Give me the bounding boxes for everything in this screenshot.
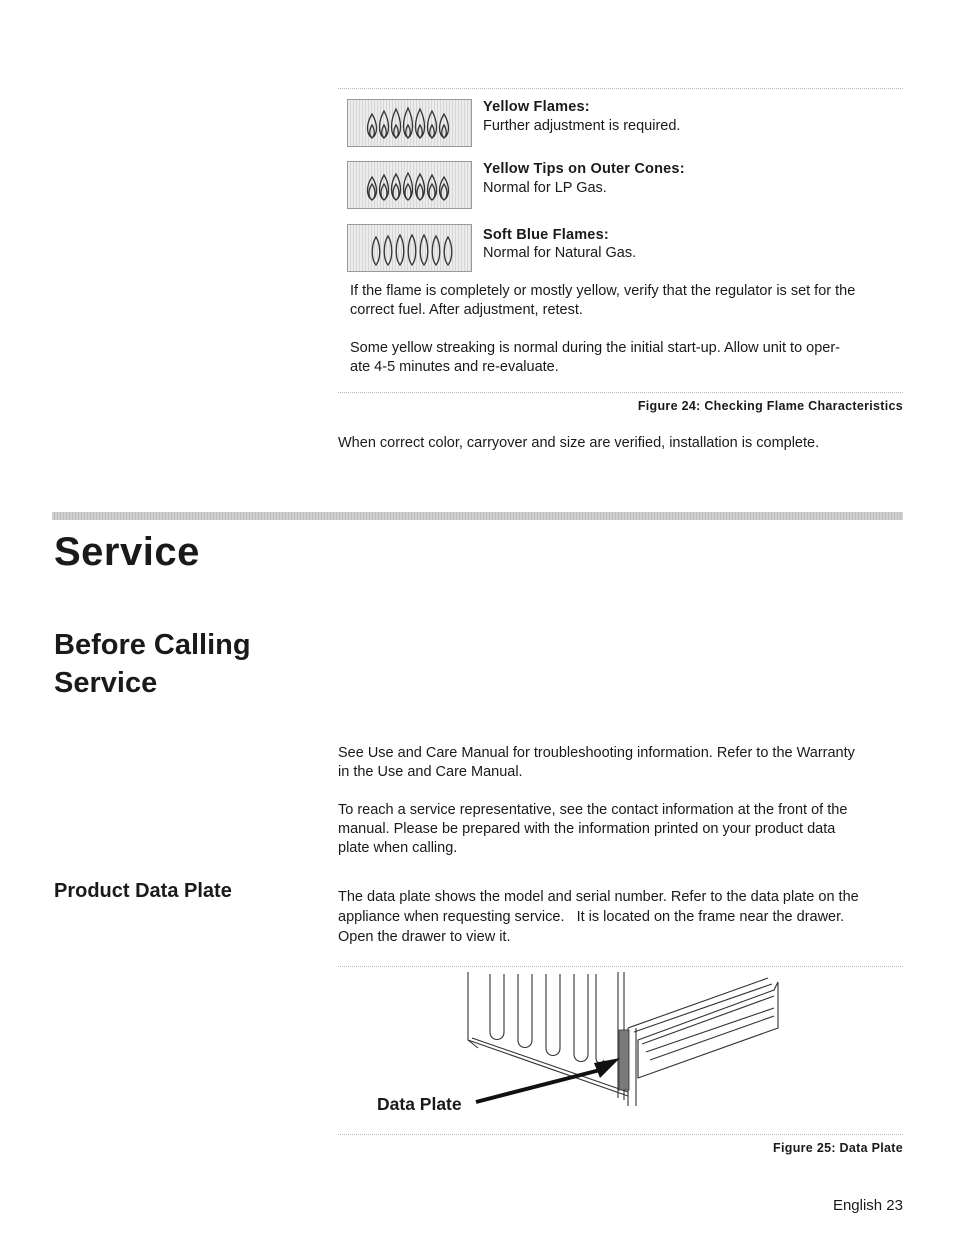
flame-title: Yellow Tips on Outer Cones: bbox=[483, 161, 685, 177]
section-divider-band bbox=[52, 512, 903, 520]
text-line: ate 4-5 minutes and re-evaluate. bbox=[350, 359, 559, 375]
text-line: Some yellow streaking is normal during the initial start-up. Allow unit to oper- bbox=[350, 340, 841, 356]
text-line: If the flame is completely or mostly yellow, verify that the regulator is set for the bbox=[350, 283, 856, 299]
text-line: correct fuel. After adjustment, retest. bbox=[350, 302, 583, 318]
flame-paragraph-2 bbox=[350, 339, 840, 377]
figure-24-top-rule bbox=[338, 88, 903, 89]
text-line: plate when calling. bbox=[338, 840, 458, 856]
page-footer: English 23 bbox=[832, 1197, 903, 1214]
flame-row-yellow-tips bbox=[347, 161, 903, 211]
yellow-flames-icon bbox=[347, 99, 472, 147]
data-plate-label: Data Plate bbox=[377, 1094, 462, 1114]
section-title: Service bbox=[54, 530, 200, 574]
flame-description: Further adjustment is required. bbox=[483, 118, 681, 134]
text-line: To reach a service representative, see the contact information at the front of the bbox=[338, 802, 848, 818]
flame-title: Soft Blue Flames: bbox=[483, 227, 609, 243]
text-line: manual. Please be prepared with the information printed on your product data bbox=[338, 821, 836, 837]
figure-25-caption: Figure 25: Data Plate bbox=[773, 1141, 903, 1155]
flame-title: Yellow Flames: bbox=[483, 99, 590, 115]
figure-24-bottom-rule bbox=[338, 392, 903, 393]
text-line: Open the drawer to view it. bbox=[338, 929, 511, 945]
text-line: See Use and Care Manual for troubleshooting information. Refer to the Warranty bbox=[338, 745, 855, 761]
text-line: The data plate shows the model and serial number. Refer to the data plate on the bbox=[338, 889, 859, 905]
before-calling-paragraph-2 bbox=[338, 801, 847, 858]
flame-row-blue bbox=[347, 224, 903, 274]
heading-line: Before Calling bbox=[54, 629, 251, 661]
flame-description: Normal for LP Gas. bbox=[483, 180, 607, 196]
text-line: in the Use and Care Manual. bbox=[338, 764, 523, 780]
product-data-plate-paragraph bbox=[338, 887, 859, 947]
before-calling-heading bbox=[54, 626, 251, 702]
before-calling-paragraph-1 bbox=[338, 744, 855, 782]
figure-24-caption: Figure 24: Checking Flame Characteristics bbox=[637, 399, 903, 413]
product-data-plate-heading: Product Data Plate bbox=[54, 880, 232, 902]
flame-paragraph-1 bbox=[350, 282, 855, 320]
figure-25-top-rule bbox=[338, 966, 903, 967]
heading-line: Service bbox=[54, 667, 158, 699]
flame-description: Normal for Natural Gas. bbox=[483, 245, 637, 261]
text-line: appliance when requesting service. It is located on the frame near the drawer. bbox=[338, 909, 845, 925]
yellow-tips-flames-icon bbox=[347, 161, 472, 209]
completion-text: When correct color, carryover and size are verified, installation is complete. bbox=[338, 435, 820, 451]
blue-flames-icon bbox=[347, 224, 472, 272]
flame-row-yellow bbox=[347, 99, 903, 149]
figure-25-bottom-rule bbox=[338, 1134, 903, 1135]
